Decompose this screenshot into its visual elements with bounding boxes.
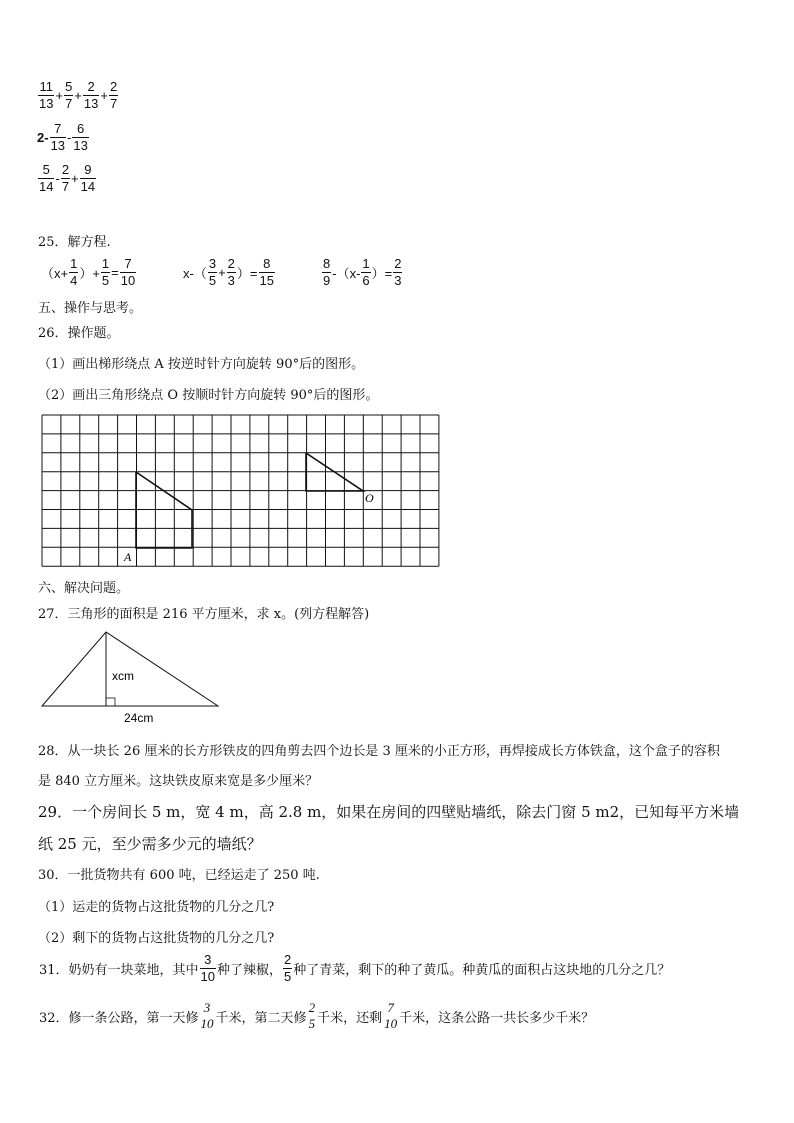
q30-text: 30．一批货物共有 600 吨，已经运走了 250 吨. bbox=[38, 868, 320, 883]
operator: - bbox=[55, 171, 60, 186]
fraction: $\frac{2}{7}$ bbox=[109, 79, 118, 111]
operator: + bbox=[100, 88, 108, 103]
q27-base-label: 24cm bbox=[124, 711, 154, 725]
q26-label: 26．操作题。 bbox=[38, 326, 120, 341]
q26-sub-2: （2）画出三角形绕点 O 按顺时针方向旋转 90°后的图形。 bbox=[38, 388, 379, 403]
operator: - bbox=[67, 130, 72, 145]
operator: 2- bbox=[37, 130, 49, 145]
q29-line-2: 纸 25 元，至少需多少元的墙纸？ bbox=[38, 835, 262, 853]
point-o-label: O bbox=[365, 491, 374, 505]
grid-lines bbox=[42, 415, 439, 566]
point-a-label: A bbox=[124, 550, 132, 564]
right-angle-mark bbox=[106, 698, 115, 706]
fraction: $\frac{5}{7}$ bbox=[65, 79, 73, 111]
fraction: $\frac{7}{13}$ bbox=[50, 121, 66, 153]
fraction: $\frac{2}{13}$ bbox=[83, 79, 99, 111]
q30-sub-2: （2）剩下的货物占这批货物的几分之几? bbox=[38, 931, 275, 946]
q29-line-1: 29．一个房间长 5 m，宽 4 m，高 2.8 m，如果在房间的四壁贴墙纸，除去门窗 5 m2，已知每平方米墙 bbox=[38, 803, 740, 821]
q30-sub-1: （1）运走的货物占这批货物的几分之几? bbox=[38, 900, 275, 915]
operator: + bbox=[71, 171, 79, 186]
q25-equation-2: x-（ $\frac{3}{5}$ + $\frac{2}{3}$ ）= $\frac{8}{15}$ bbox=[183, 256, 274, 288]
q27-height-label: xcm bbox=[112, 669, 134, 683]
q27-text: 27．三角形的面积是 216 平方厘米，求 x。(列方程解答) bbox=[38, 607, 370, 622]
q26-sub-1: （1）画出梯形绕点 A 按逆时针方向旋转 90°后的图形。 bbox=[38, 357, 365, 372]
fraction: $\frac{2}{7}$ bbox=[61, 162, 70, 194]
q25-equation-1: （x+ $\frac{1}{4}$ ）+ $\frac{1}{5}$ = $\frac{7}{10}$ bbox=[41, 256, 136, 288]
fraction: $\frac{6}{13}$ bbox=[73, 121, 88, 153]
operator: + bbox=[74, 88, 82, 103]
fraction: $\frac{11}{13}$ bbox=[39, 79, 54, 111]
q31-text: 31．奶奶有一块菜地，其中 $\frac{3}{10}$ 种了辣椒， $\frac{2}{5}$ 种了青菜，剩下的种了黄瓜。种黄瓜的面积占这块地的几分之几？ bbox=[39, 952, 671, 984]
section-6-heading: 六、解决问题。 bbox=[38, 581, 130, 596]
q28-line-1: 28．从一块长 26 厘米的长方形铁皮的四角剪去四个边长是 3 厘米的小正方形，再焊接成长方体铁盒，这个盒子的容积 bbox=[38, 744, 720, 759]
operator: + bbox=[55, 88, 64, 103]
fraction: $\frac{9}{14}$ bbox=[80, 162, 96, 194]
section-5-heading: 五、操作与思考。 bbox=[38, 301, 143, 316]
q28-line-2: 是 840 立方厘米。这块铁皮原来宽是多少厘米？ bbox=[38, 774, 319, 789]
q32-text: 32．修一条公路，第一天修 3 10 千米，第二天修 2 5 千米，还剩 7 10 千米，这条公路一共长多少千米？ bbox=[39, 1000, 595, 1031]
fraction: $\frac{5}{14}$ bbox=[39, 162, 54, 194]
q25-label: 25．解方程. bbox=[38, 235, 111, 250]
q25-equation-3: $\frac{8}{9}$ -（x- $\frac{1}{6}$ ）= $\frac{2}{3}$ bbox=[323, 256, 402, 288]
